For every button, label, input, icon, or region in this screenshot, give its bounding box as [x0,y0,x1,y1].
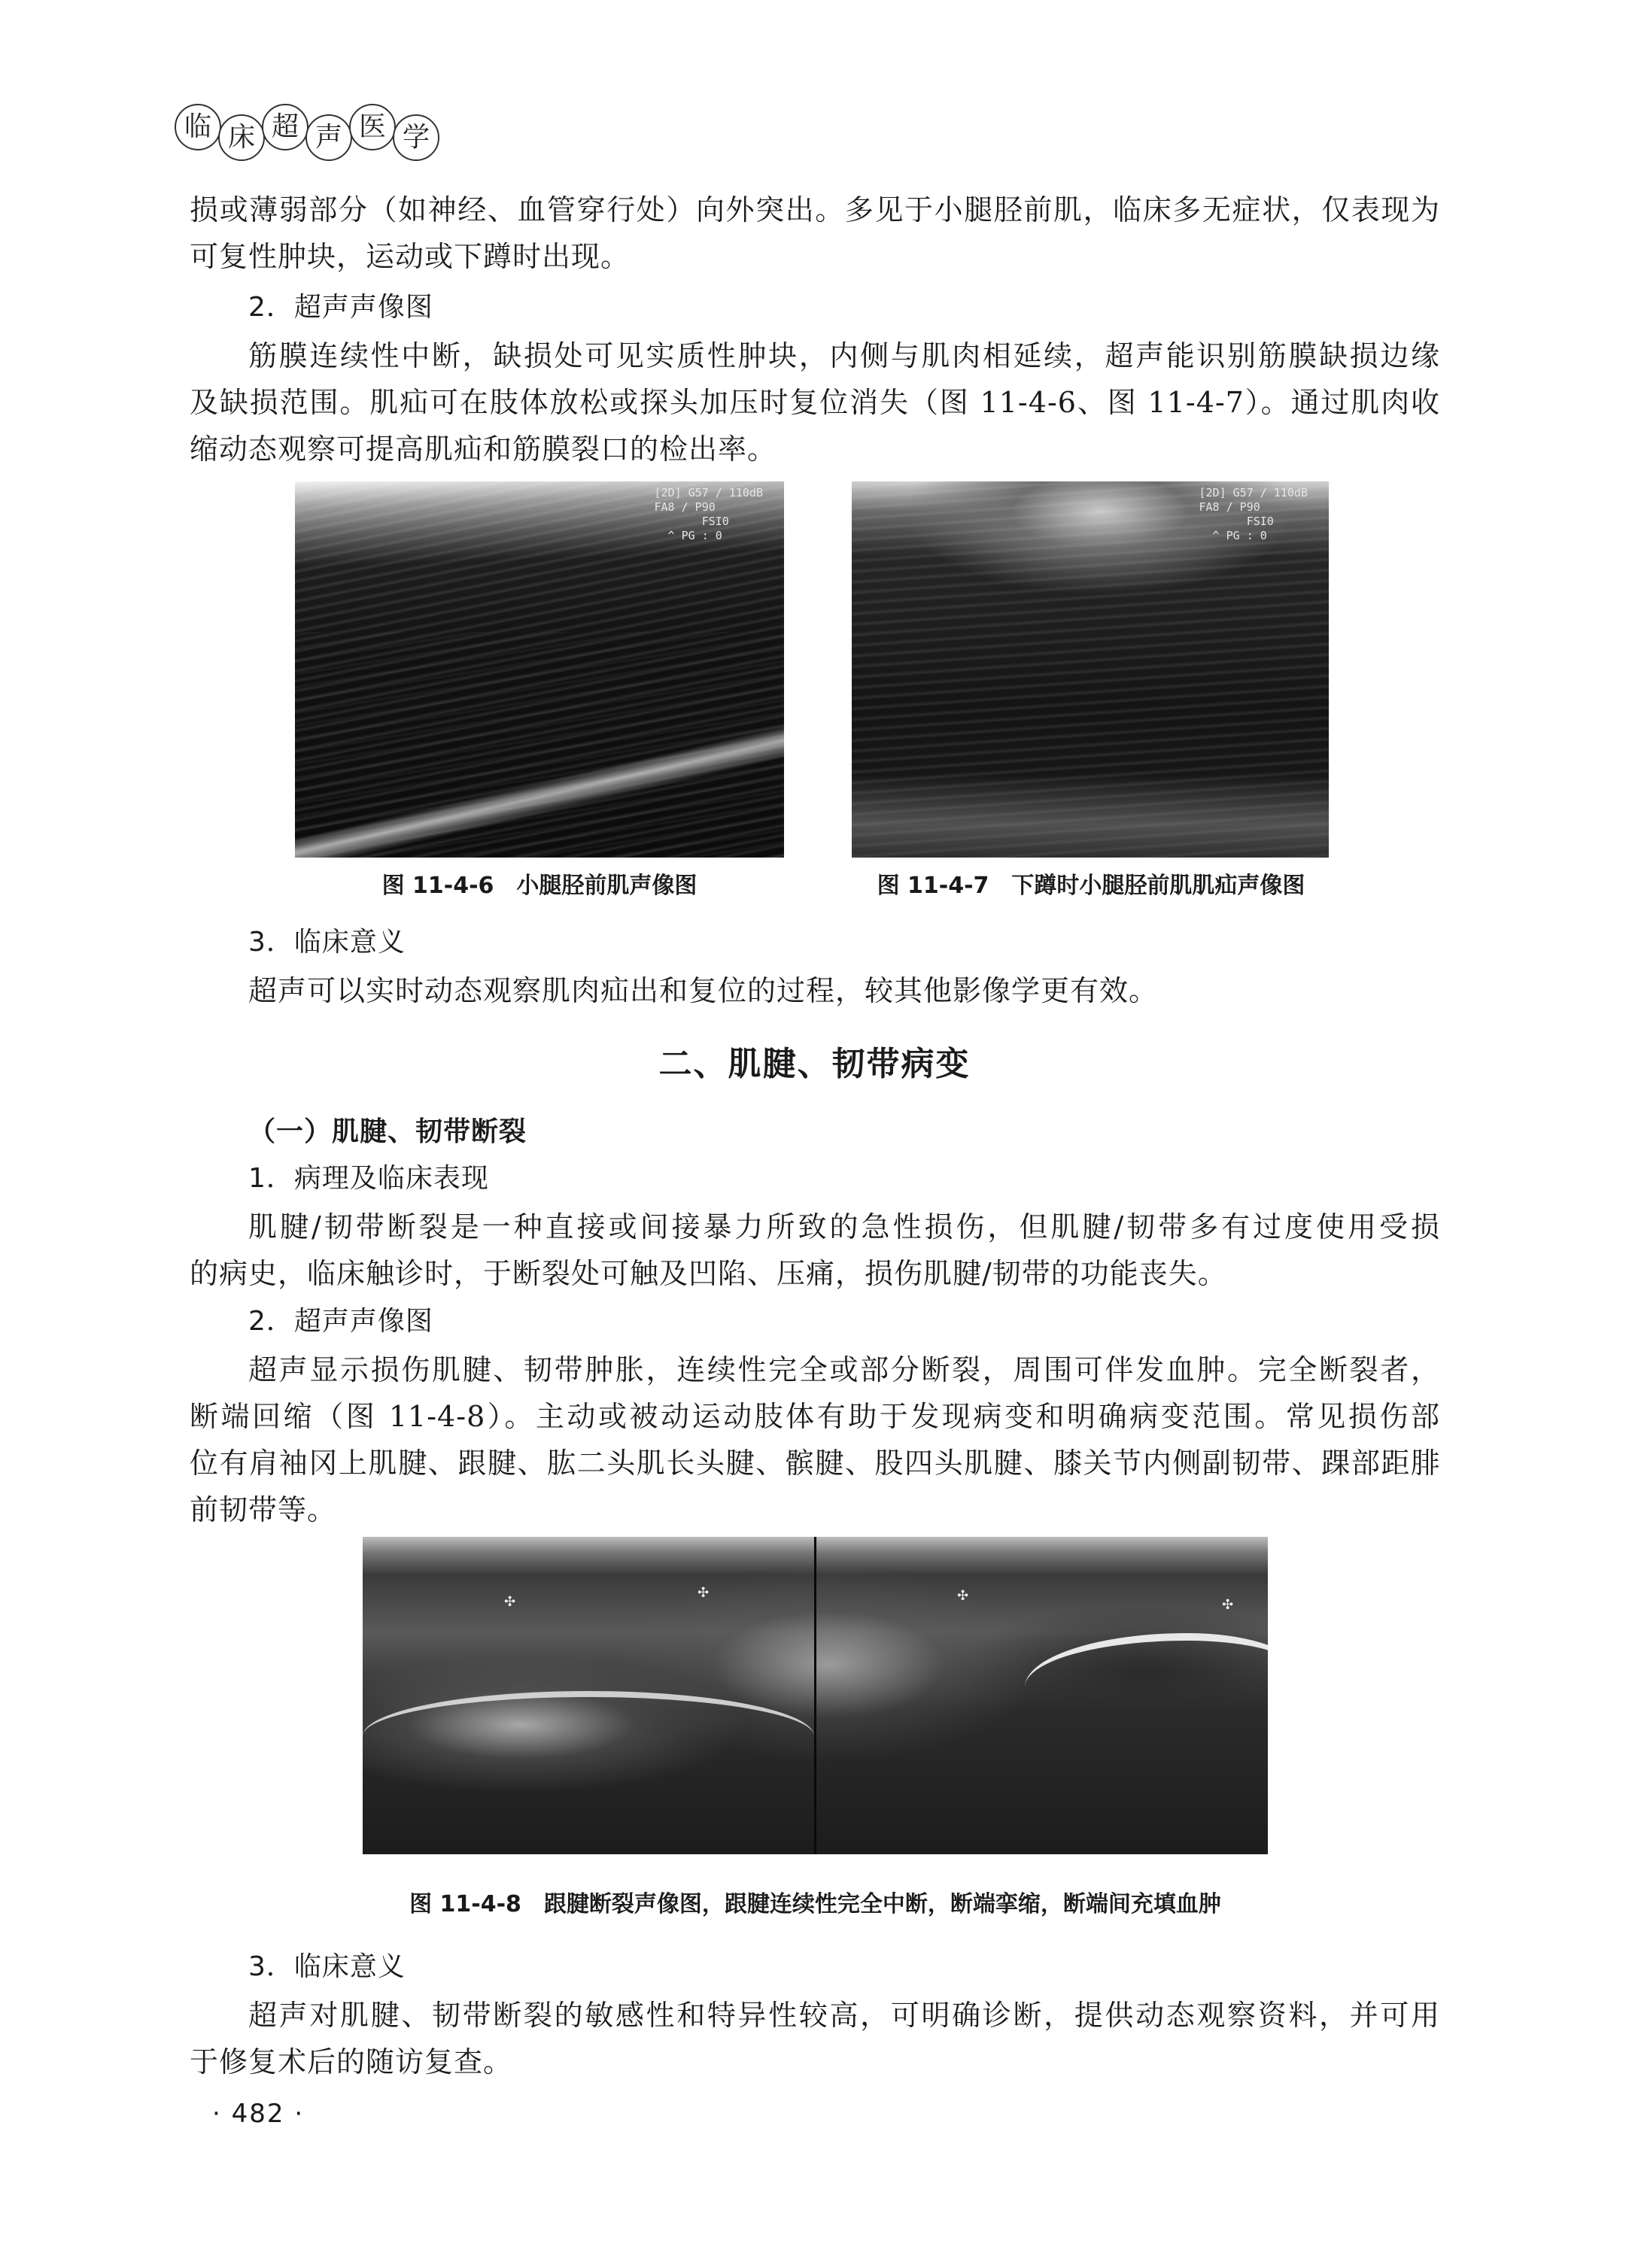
calcaneus-echo [1025,1633,1268,1723]
caliper-marker-icon: ✣ [504,1594,516,1610]
body-line: 超声对肌腱、韧带断裂的敏感性和特异性较高，可明确诊断，提供动态观察资料，并可用 [248,1999,1440,2032]
body-line: 筋膜连续性中断，缺损处可见实质性肿块，内侧与肌肉相延续，超声能识别筋膜缺损边缘 [248,339,1440,372]
header-char: 超 [262,104,308,150]
caliper-marker-icon: ✣ [697,1585,710,1601]
body-line: 于修复术后的随访复查。 [190,2045,513,2078]
subheading-pathology: 1．病理及临床表现 [248,1163,489,1194]
body-line: 超声可以实时动态观察肌肉疝出和复位的过程，较其他影像学更有效。 [248,974,1159,1007]
section-title: 二、肌腱、韧带病变 [658,1045,971,1083]
header-char: 床 [218,114,265,161]
scanner-overlay-text: [2D] G57 / 110dB FA8 / P90 FSI0 ^ PG : 0 [1199,486,1308,542]
figure-caption-11-4-8: 图 11-4-8 跟腱断裂声像图，跟腱连续性完全中断，断端挛缩，断端间充填血肿 [409,1891,1221,1917]
body-line: 的病史，临床触诊时，于断裂处可触及凹陷、压痛，损伤肌腱/韧带的功能丧失。 [190,1257,1227,1290]
intro-line-1: 损或薄弱部分（如神经、血管穿行处）向外突出。多见于小腿胫前肌，临床多无症状，仅表现为 [190,193,1440,226]
tendon-echo-band [363,1691,814,1781]
ultrasound-image-fig-11-4-7 [852,481,1329,858]
subheading-clinical-significance: 3．临床意义 [248,1951,406,1982]
body-line: 缩动态观察可提高肌疝和筋膜裂口的检出率。 [190,433,777,466]
page-number: · 482 · [212,2099,305,2129]
figure-caption-11-4-6: 图 11-4-6 小腿胫前肌声像图 [381,873,697,899]
subheading-clinical-significance: 3．临床意义 [248,927,406,958]
figure-caption-11-4-7: 图 11-4-7 下蹲时小腿胫前肌肌疝声像图 [877,873,1305,899]
intro-line-2: 可复性肿块，运动或下蹲时出现。 [190,240,631,273]
subheading-ultrasound-image: 2．超声声像图 [248,1306,433,1337]
header-char: 临 [175,104,221,150]
subheading-ultrasound-image: 2．超声声像图 [248,292,433,323]
header-char: 医 [349,104,396,150]
body-line: 肌腱/韧带断裂是一种直接或间接暴力所致的急性损伤，但肌腱/韧带多有过度使用受损 [248,1210,1440,1243]
body-line: 位有肩袖冈上肌腱、跟腱、肱二头肌长头腱、髌腱、股四头肌腱、膝关节内侧副韧带、踝部距腓 [190,1447,1440,1480]
panorama-seam [814,1537,816,1854]
body-line: 超声显示损伤肌腱、韧带肿胀，连续性完全或部分断裂，周围可伴发血肿。完全断裂者， [248,1353,1440,1386]
header-char: 学 [393,114,439,161]
body-line: 及缺损范围。肌疝可在肢体放松或探头加压时复位消失（图 11-4-6、图 11-4-7）。通过肌肉收 [190,386,1440,419]
body-line: 断端回缩（图 11-4-8）。主动或被动运动肢体有助于发现病变和明确病变范围。常见损伤部 [190,1400,1440,1433]
header-char: 声 [305,114,352,161]
ultrasound-image-fig-11-4-8 [363,1537,1268,1854]
subsection-title: （一）肌腱、韧带断裂 [248,1116,527,1147]
ultrasound-image-fig-11-4-6 [295,481,784,858]
caliper-marker-icon: ✣ [1222,1597,1234,1613]
caliper-marker-icon: ✣ [957,1588,969,1604]
body-line: 前韧带等。 [190,1493,337,1526]
scanner-overlay-text: [2D] G57 / 110dB FA8 / P90 FSI0 ^ PG : 0 [654,486,763,542]
